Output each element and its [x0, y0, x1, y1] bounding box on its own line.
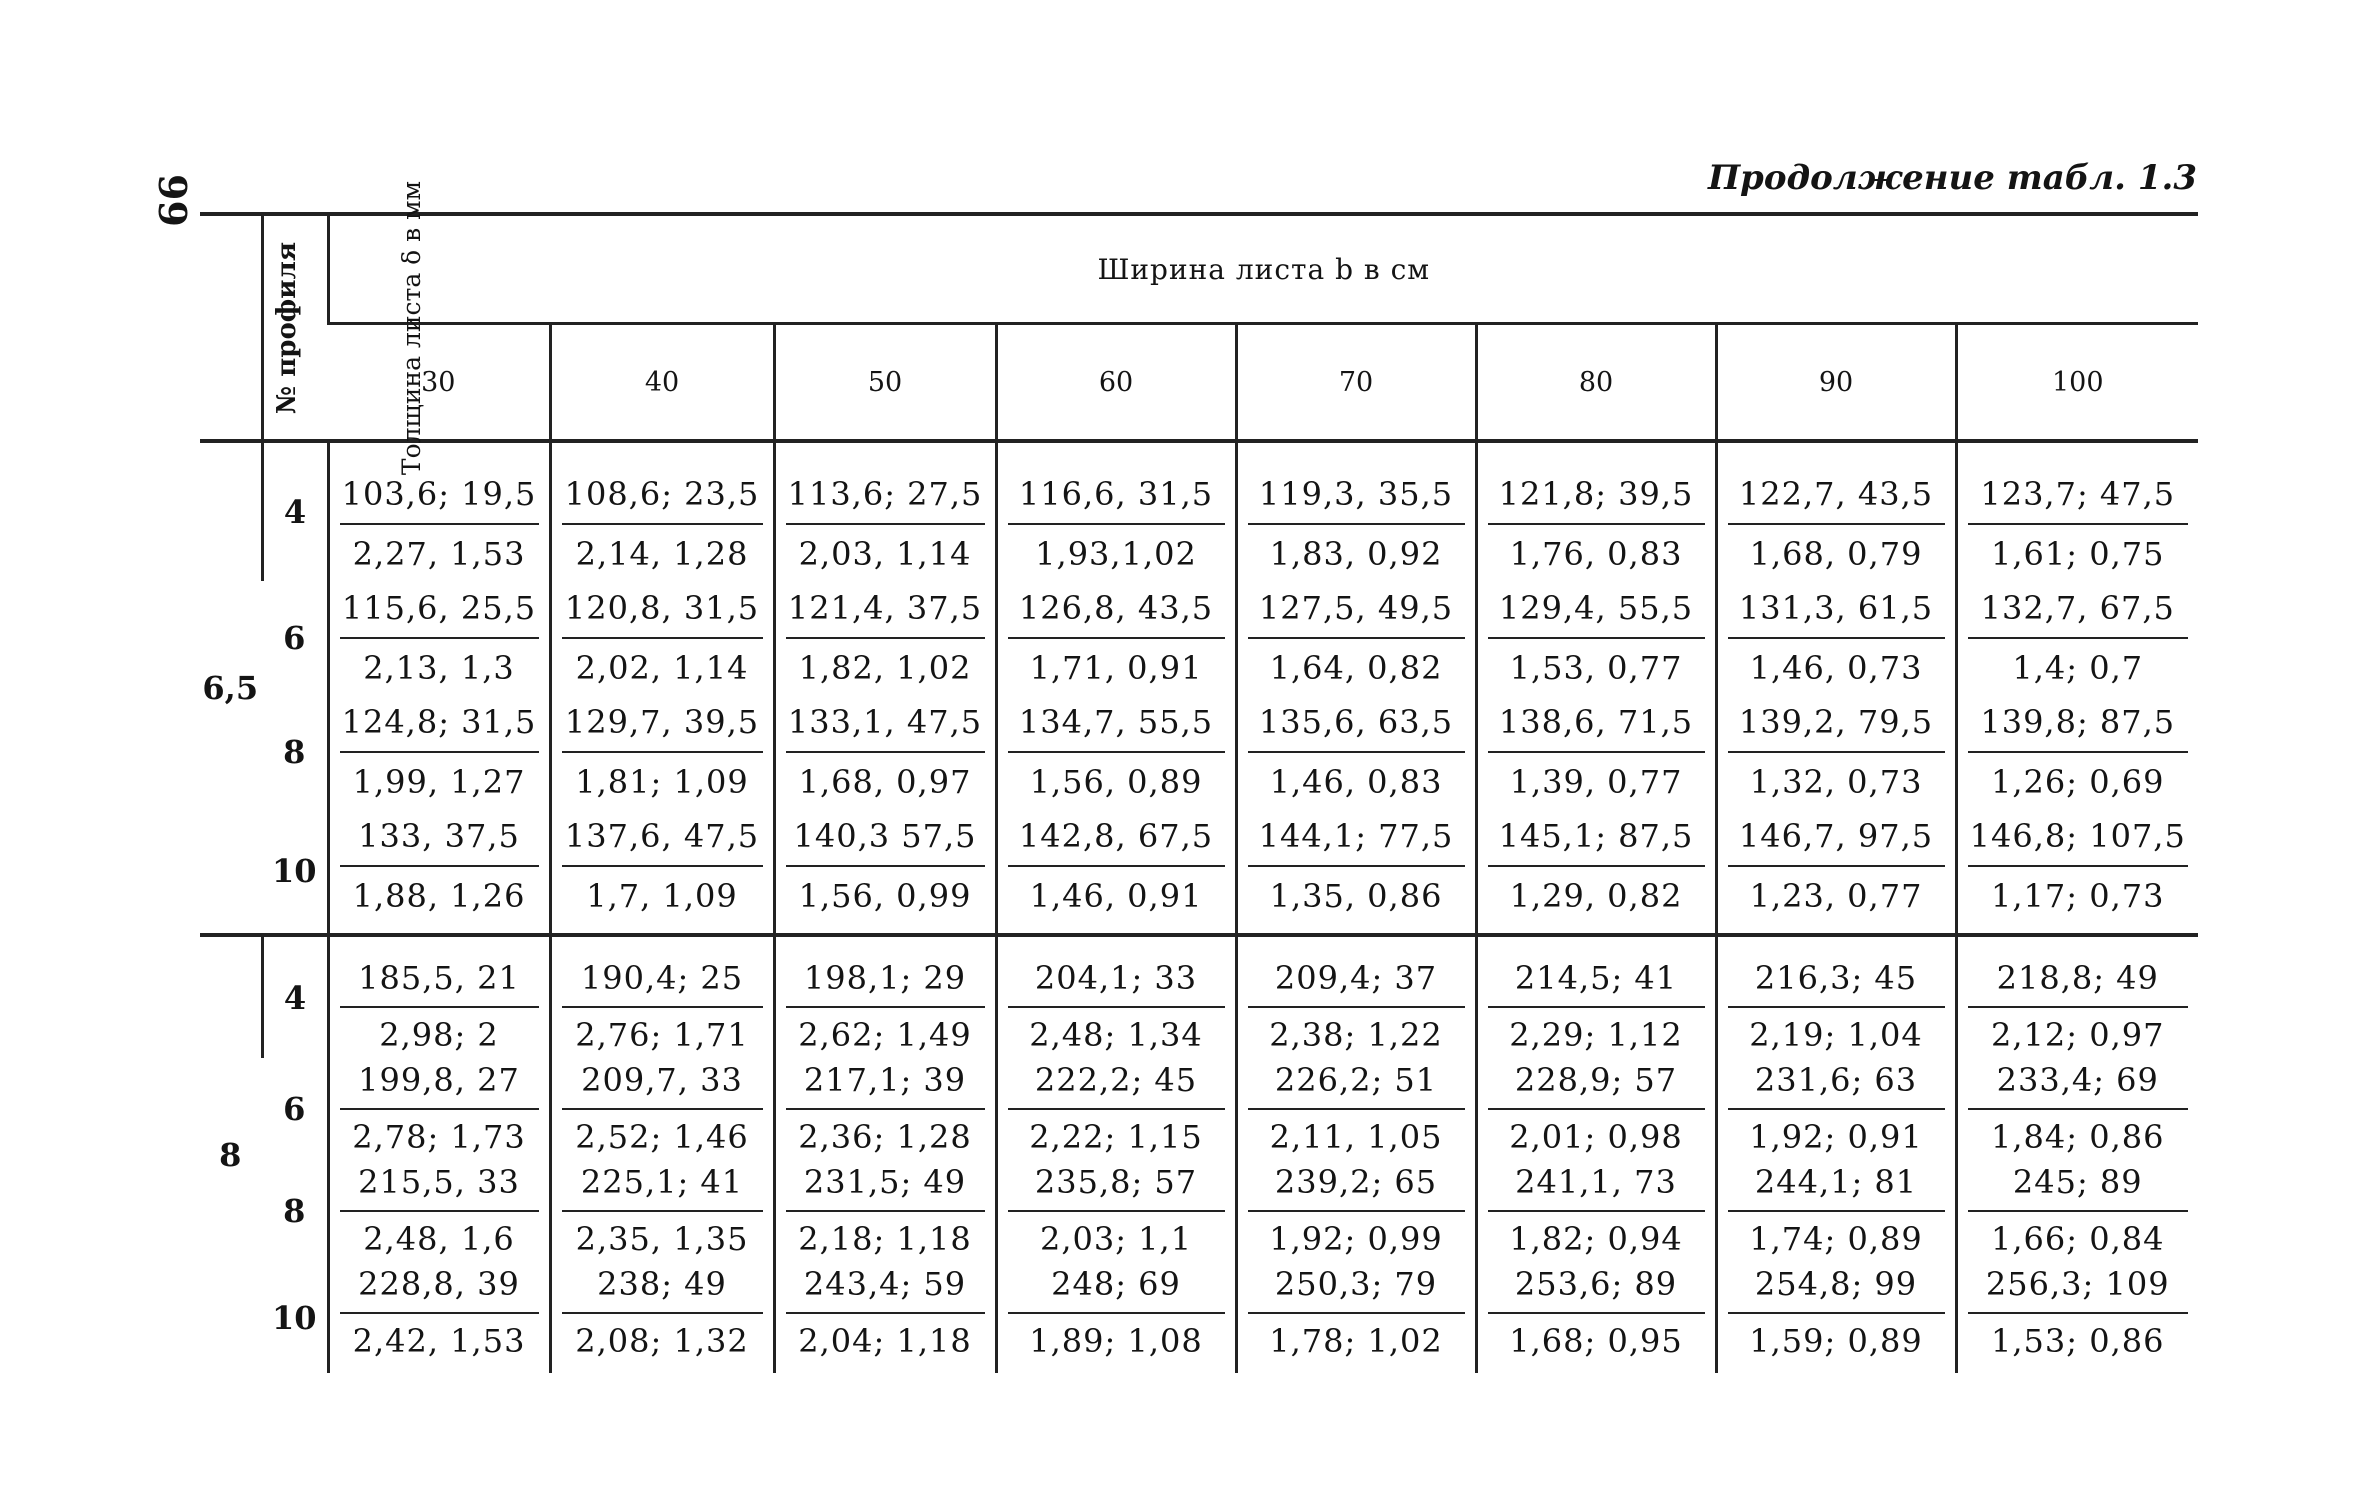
fraction — [1238, 1263, 1475, 1363]
cell-denominator: 1,29, 0,82 — [1509, 877, 1683, 915]
fraction — [998, 1161, 1235, 1261]
fraction — [1238, 699, 1475, 805]
table-cell — [774, 581, 996, 695]
cell-numerator: 137,6, 47,5 — [562, 813, 763, 867]
width-header-90: 90 — [1716, 324, 1956, 442]
fraction — [1238, 957, 1475, 1057]
cell-denominator: 1,4; 0,7 — [2012, 649, 2144, 687]
fraction — [1238, 1161, 1475, 1261]
cell-denominator: 2,52; 1,46 — [575, 1118, 749, 1156]
cell-numerator: 209,4; 37 — [1248, 957, 1465, 1008]
cell-numerator: 185,5, 21 — [340, 957, 539, 1008]
cell-denominator: 1,92; 0,91 — [1749, 1118, 1923, 1156]
fraction — [776, 471, 995, 577]
cell-numerator: 119,3, 35,5 — [1248, 471, 1465, 525]
table-cell — [996, 581, 1236, 695]
cell-denominator: 2,42, 1,53 — [352, 1322, 526, 1360]
cell-denominator: 2,78; 1,73 — [352, 1118, 526, 1156]
table-cell — [328, 935, 550, 1058]
cell-numerator: 133,1, 47,5 — [786, 699, 985, 753]
thickness-value: 4 — [262, 935, 328, 1058]
cell-denominator: 1,83, 0,92 — [1269, 535, 1443, 573]
cell-numerator: 253,6; 89 — [1488, 1263, 1705, 1314]
table-cell — [1956, 809, 2198, 935]
width-header-70: 70 — [1236, 324, 1476, 442]
thickness-value: 10 — [271, 1298, 317, 1337]
cell-numerator: 126,8, 43,5 — [1008, 585, 1225, 639]
fraction — [1718, 813, 1955, 919]
table-row — [200, 695, 2198, 809]
table-cell — [1956, 441, 2198, 581]
table-cell — [1476, 581, 1716, 695]
fraction — [1478, 1263, 1715, 1363]
fraction — [1238, 471, 1475, 577]
cell-denominator: 2,38; 1,22 — [1269, 1016, 1443, 1054]
table-cell — [1716, 441, 1956, 581]
cell-denominator: 2,36; 1,28 — [798, 1118, 972, 1156]
fraction — [1478, 1161, 1715, 1261]
cell-numerator: 129,7, 39,5 — [562, 699, 763, 753]
fraction — [1718, 471, 1955, 577]
cell-numerator: 222,2; 45 — [1008, 1059, 1225, 1110]
table-cell — [328, 1058, 550, 1160]
cell-denominator: 1,46, 0,73 — [1749, 649, 1923, 687]
cell-numerator: 199,8, 27 — [340, 1059, 539, 1110]
cell-denominator: 2,18; 1,18 — [798, 1220, 972, 1258]
fraction — [1238, 585, 1475, 691]
table-cell — [774, 695, 996, 809]
cell-numerator: 142,8, 67,5 — [1008, 813, 1225, 867]
cell-numerator: 139,2, 79,5 — [1728, 699, 1945, 753]
fraction — [1718, 957, 1955, 1057]
table-cell — [550, 935, 774, 1058]
cell-denominator: 1,61; 0,75 — [1991, 535, 2165, 573]
fraction — [998, 813, 1235, 919]
profile-group — [200, 441, 2198, 935]
cell-denominator: 1,64, 0,82 — [1269, 649, 1443, 687]
cell-denominator: 1,35, 0,86 — [1269, 877, 1443, 915]
cell-numerator: 231,5; 49 — [786, 1161, 985, 1212]
fraction — [1718, 585, 1955, 691]
cell-numerator: 133, 37,5 — [340, 813, 539, 867]
cell-numerator: 248; 69 — [1008, 1263, 1225, 1314]
fraction — [1238, 1059, 1475, 1159]
table-cell — [1716, 809, 1956, 935]
fraction — [552, 1263, 773, 1363]
fraction — [776, 585, 995, 691]
cell-numerator: 190,4; 25 — [562, 957, 763, 1008]
fraction — [1958, 957, 2199, 1057]
cell-numerator: 139,8; 87,5 — [1968, 699, 2189, 753]
cell-denominator: 1,82, 1,02 — [798, 649, 972, 687]
profile-number: 6,5 — [200, 441, 262, 935]
table-cell — [550, 1262, 774, 1373]
table-cell — [1956, 1058, 2198, 1160]
fraction — [330, 813, 549, 919]
fraction — [1958, 813, 2199, 919]
fraction — [776, 813, 995, 919]
cell-numerator: 123,7; 47,5 — [1968, 471, 2189, 525]
fraction — [330, 1263, 549, 1363]
table-cell — [1236, 695, 1476, 809]
fraction — [1958, 1263, 2199, 1363]
cell-numerator: 134,7, 55,5 — [1008, 699, 1225, 753]
table-cell — [328, 695, 550, 809]
cell-numerator: 146,8; 107,5 — [1968, 813, 2189, 867]
thickness-column-label: Толщина листа δ в мм — [396, 180, 426, 476]
thickness-value: 8 — [283, 1192, 306, 1230]
cell-numerator: 233,4; 69 — [1968, 1059, 2189, 1110]
cell-numerator: 132,7, 67,5 — [1968, 585, 2189, 639]
fraction — [1718, 1161, 1955, 1261]
cell-numerator: 131,3, 61,5 — [1728, 585, 1945, 639]
cell-denominator: 1,59; 0,89 — [1749, 1322, 1923, 1360]
fraction — [552, 1059, 773, 1159]
cell-denominator: 2,29; 1,12 — [1509, 1016, 1683, 1054]
fraction — [330, 585, 549, 691]
table-cell — [550, 441, 774, 581]
fraction — [776, 1161, 995, 1261]
cell-denominator: 1,53; 0,86 — [1991, 1322, 2165, 1360]
fraction — [1718, 699, 1955, 805]
table-cell — [1476, 441, 1716, 581]
cell-numerator: 145,1; 87,5 — [1488, 813, 1705, 867]
fraction — [330, 471, 549, 577]
table-cell — [1476, 809, 1716, 935]
table-cell — [996, 1160, 1236, 1262]
table-cell — [550, 695, 774, 809]
fraction — [552, 957, 773, 1057]
cell-numerator: 121,8; 39,5 — [1488, 471, 1705, 525]
table-cell — [328, 1160, 550, 1262]
cell-numerator: 215,5, 33 — [340, 1161, 539, 1212]
table-cell — [1956, 1160, 2198, 1262]
table-cell — [328, 581, 550, 695]
table-cell — [996, 695, 1236, 809]
cell-denominator: 1,68; 0,95 — [1509, 1322, 1683, 1360]
cell-numerator: 226,2; 51 — [1248, 1059, 1465, 1110]
cell-denominator: 1,81; 1,09 — [575, 763, 749, 801]
cell-numerator: 243,4; 59 — [786, 1263, 985, 1314]
cell-denominator: 1,76, 0,83 — [1509, 535, 1683, 573]
table-cell — [1236, 441, 1476, 581]
width-header-40: 40 — [550, 324, 774, 442]
continuation-title: Продолжение табл. 1.3 — [1707, 158, 2197, 198]
cell-denominator: 1,23, 0,77 — [1749, 877, 1923, 915]
table-row — [200, 935, 2198, 1058]
cell-numerator: 256,3; 109 — [1968, 1263, 2189, 1314]
table-cell — [774, 809, 996, 935]
cell-numerator: 116,6, 31,5 — [1008, 471, 1225, 525]
cell-denominator: 1,82; 0,94 — [1509, 1220, 1683, 1258]
cell-denominator: 1,7, 1,09 — [586, 877, 738, 915]
cell-denominator: 2,98; 2 — [379, 1016, 499, 1054]
cell-numerator: 216,3; 45 — [1728, 957, 1945, 1008]
cell-denominator: 1,53, 0,77 — [1509, 649, 1683, 687]
cell-denominator: 1,68, 0,79 — [1749, 535, 1923, 573]
cell-numerator: 122,7, 43,5 — [1728, 471, 1945, 525]
cell-denominator: 1,56, 0,99 — [798, 877, 972, 915]
table-cell — [1476, 1160, 1716, 1262]
fraction — [1478, 1059, 1715, 1159]
profile-number: 8 — [200, 935, 262, 1373]
cell-numerator: 235,8; 57 — [1008, 1161, 1225, 1212]
cell-numerator: 238; 49 — [562, 1263, 763, 1314]
cell-denominator: 2,76; 1,71 — [575, 1016, 749, 1054]
cell-denominator: 2,01; 0,98 — [1509, 1118, 1683, 1156]
page-number: 99 — [149, 174, 195, 227]
cell-denominator: 1,17; 0,73 — [1991, 877, 2165, 915]
fraction — [1958, 471, 2199, 577]
fraction — [998, 471, 1235, 577]
fraction — [1238, 813, 1475, 919]
width-group-label: Ширина листа b в см — [1097, 252, 1431, 286]
cell-denominator: 1,84; 0,86 — [1991, 1118, 2165, 1156]
fraction — [776, 957, 995, 1057]
fraction — [1958, 1161, 2199, 1261]
table-cell — [1716, 1058, 1956, 1160]
table-cell — [996, 1058, 1236, 1160]
table-cell — [1956, 695, 2198, 809]
fraction — [1478, 471, 1715, 577]
cell-numerator: 127,5, 49,5 — [1248, 585, 1465, 639]
width-header-60: 60 — [996, 324, 1236, 442]
table-cell — [1716, 1262, 1956, 1373]
table-cell — [774, 935, 996, 1058]
width-header-80: 80 — [1476, 324, 1716, 442]
fraction — [330, 699, 549, 805]
fraction — [1478, 957, 1715, 1057]
cell-numerator: 204,1; 33 — [1008, 957, 1225, 1008]
fraction — [552, 699, 773, 805]
fraction — [776, 699, 995, 805]
thickness-value: 6 — [283, 619, 306, 657]
table-cell — [1236, 581, 1476, 695]
width-header-50: 50 — [774, 324, 996, 442]
table-cell — [774, 441, 996, 581]
cell-numerator: 124,8; 31,5 — [340, 699, 539, 753]
cell-numerator: 217,1; 39 — [786, 1059, 985, 1110]
table-cell — [1236, 809, 1476, 935]
fraction — [1478, 813, 1715, 919]
fraction — [776, 1059, 995, 1159]
cell-numerator: 198,1; 29 — [786, 957, 985, 1008]
cell-denominator: 1,92; 0,99 — [1269, 1220, 1443, 1258]
cell-denominator: 2,02, 1,14 — [575, 649, 749, 687]
table-cell — [1236, 1262, 1476, 1373]
cell-denominator: 1,74; 0,89 — [1749, 1220, 1923, 1258]
fraction — [330, 957, 549, 1057]
table-cell — [1476, 1262, 1716, 1373]
table-cell — [550, 809, 774, 935]
fraction — [998, 1059, 1235, 1159]
cell-denominator: 2,19; 1,04 — [1749, 1016, 1923, 1054]
cell-numerator: 254,8; 99 — [1728, 1263, 1945, 1314]
cell-numerator: 244,1; 81 — [1728, 1161, 1945, 1212]
cell-denominator: 1,46, 0,91 — [1029, 877, 1203, 915]
cell-numerator: 250,3; 79 — [1248, 1263, 1465, 1314]
fraction — [552, 1161, 773, 1261]
fraction — [552, 585, 773, 691]
table-row — [200, 1262, 2198, 1373]
cell-denominator: 1,26; 0,69 — [1991, 763, 2165, 801]
cell-numerator: 228,9; 57 — [1488, 1059, 1705, 1110]
fraction — [1958, 699, 2199, 805]
fraction — [998, 1263, 1235, 1363]
fraction — [330, 1161, 549, 1261]
cell-denominator: 1,66; 0,84 — [1991, 1220, 2165, 1258]
table-cell — [1236, 1058, 1476, 1160]
table-cell — [774, 1262, 996, 1373]
cell-denominator: 1,39, 0,77 — [1509, 763, 1683, 801]
thickness-value: 4 — [262, 441, 328, 581]
cell-denominator: 2,27, 1,53 — [352, 535, 526, 573]
cell-numerator: 218,8; 49 — [1968, 957, 2189, 1008]
cell-denominator: 1,99, 1,27 — [352, 763, 526, 801]
fraction — [552, 471, 773, 577]
cell-numerator: 138,6, 71,5 — [1488, 699, 1705, 753]
width-header-100: 100 — [1956, 324, 2198, 442]
profile-table — [200, 180, 2198, 1373]
cell-denominator: 2,62; 1,49 — [798, 1016, 972, 1054]
cell-numerator: 214,5; 41 — [1488, 957, 1705, 1008]
table-row — [200, 581, 2198, 695]
profile-group — [200, 935, 2198, 1373]
table-cell — [550, 581, 774, 695]
table-row — [200, 1160, 2198, 1262]
cell-denominator: 1,78; 1,02 — [1269, 1322, 1443, 1360]
cell-denominator: 2,48; 1,34 — [1029, 1016, 1203, 1054]
cell-numerator: 108,6; 23,5 — [562, 471, 763, 525]
cell-numerator: 245; 89 — [1968, 1161, 2189, 1212]
cell-denominator: 1,68, 0,97 — [798, 763, 972, 801]
cell-denominator: 2,48, 1,6 — [363, 1220, 515, 1258]
fraction — [1718, 1059, 1955, 1159]
table-cell — [550, 1058, 774, 1160]
cell-numerator: 135,6, 63,5 — [1248, 699, 1465, 753]
cell-denominator: 2,03; 1,1 — [1039, 1220, 1193, 1258]
cell-denominator: 1,93,1,02 — [1035, 535, 1197, 573]
fraction — [552, 813, 773, 919]
table-cell — [328, 1262, 550, 1373]
profile-column-label: № профиля — [272, 241, 303, 415]
table-cell — [996, 1262, 1236, 1373]
table-cell — [328, 809, 550, 935]
cell-numerator: 115,6, 25,5 — [340, 585, 539, 639]
cell-numerator: 121,4, 37,5 — [786, 585, 985, 639]
profile-column-header — [200, 214, 303, 441]
cell-denominator: 1,89; 1,08 — [1029, 1322, 1203, 1360]
table-cell — [774, 1058, 996, 1160]
cell-numerator: 120,8, 31,5 — [562, 585, 763, 639]
fraction — [776, 1263, 995, 1363]
cell-denominator: 2,22; 1,15 — [1029, 1118, 1203, 1156]
cell-numerator: 146,7, 97,5 — [1728, 813, 1945, 867]
fraction — [1958, 585, 2199, 691]
fraction — [1718, 1263, 1955, 1363]
cell-denominator: 2,13, 1,3 — [363, 649, 515, 687]
table-row — [200, 441, 2198, 581]
table-cell — [1716, 1160, 1956, 1262]
cell-denominator: 2,04; 1,18 — [798, 1322, 972, 1360]
table-cell — [1236, 1160, 1476, 1262]
thickness-value: 8 — [283, 733, 306, 771]
cell-numerator: 113,6; 27,5 — [786, 471, 985, 525]
table-cell — [1716, 935, 1956, 1058]
thickness-value: 6 — [283, 1090, 306, 1128]
table-cell — [1476, 1058, 1716, 1160]
cell-denominator: 2,14, 1,28 — [575, 535, 749, 573]
width-header-30: 30 — [328, 324, 550, 442]
cell-denominator: 2,08; 1,32 — [575, 1322, 749, 1360]
cell-denominator: 1,88, 1,26 — [352, 877, 526, 915]
table-row — [200, 809, 2198, 935]
table-cell — [1716, 695, 1956, 809]
fraction — [1478, 699, 1715, 805]
fraction — [1478, 585, 1715, 691]
table-cell — [1236, 935, 1476, 1058]
cell-numerator: 103,6; 19,5 — [340, 471, 539, 525]
table-cell — [550, 1160, 774, 1262]
cell-denominator: 2,11, 1,05 — [1269, 1118, 1443, 1156]
cell-numerator: 241,1, 73 — [1488, 1161, 1705, 1212]
fraction — [330, 1059, 549, 1159]
data-table — [200, 180, 2198, 1373]
table-cell — [1716, 581, 1956, 695]
table-cell — [1956, 1262, 2198, 1373]
fraction — [998, 585, 1235, 691]
cell-numerator: 144,1; 77,5 — [1248, 813, 1465, 867]
cell-denominator: 1,71, 0,91 — [1029, 649, 1203, 687]
cell-denominator: 2,35, 1,35 — [575, 1220, 749, 1258]
cell-numerator: 231,6; 63 — [1728, 1059, 1945, 1110]
table-cell — [1956, 581, 2198, 695]
fraction — [998, 957, 1235, 1057]
table-cell — [996, 809, 1236, 935]
cell-numerator: 228,8, 39 — [340, 1263, 539, 1314]
thickness-value: 10 — [271, 852, 317, 890]
cell-denominator: 2,03, 1,14 — [798, 535, 972, 573]
fraction — [998, 699, 1235, 805]
table-cell — [996, 935, 1236, 1058]
cell-numerator: 239,2; 65 — [1248, 1161, 1465, 1212]
table-cell — [774, 1160, 996, 1262]
cell-denominator: 1,56, 0,89 — [1029, 763, 1203, 801]
table-cell — [1956, 935, 2198, 1058]
cell-numerator: 129,4, 55,5 — [1488, 585, 1705, 639]
width-group-header — [328, 214, 2198, 324]
cell-denominator: 2,12; 0,97 — [1991, 1016, 2165, 1054]
fraction — [1958, 1059, 2199, 1159]
cell-denominator: 1,46, 0,83 — [1269, 763, 1443, 801]
table-cell — [1476, 695, 1716, 809]
cell-denominator: 1,32, 0,73 — [1749, 763, 1923, 801]
cell-numerator: 209,7, 33 — [562, 1059, 763, 1110]
cell-numerator: 140,3 57,5 — [786, 813, 985, 867]
table-cell — [328, 441, 550, 581]
table-cell — [996, 441, 1236, 581]
table-cell — [1476, 935, 1716, 1058]
cell-numerator: 225,1; 41 — [562, 1161, 763, 1212]
table-row — [200, 1058, 2198, 1160]
